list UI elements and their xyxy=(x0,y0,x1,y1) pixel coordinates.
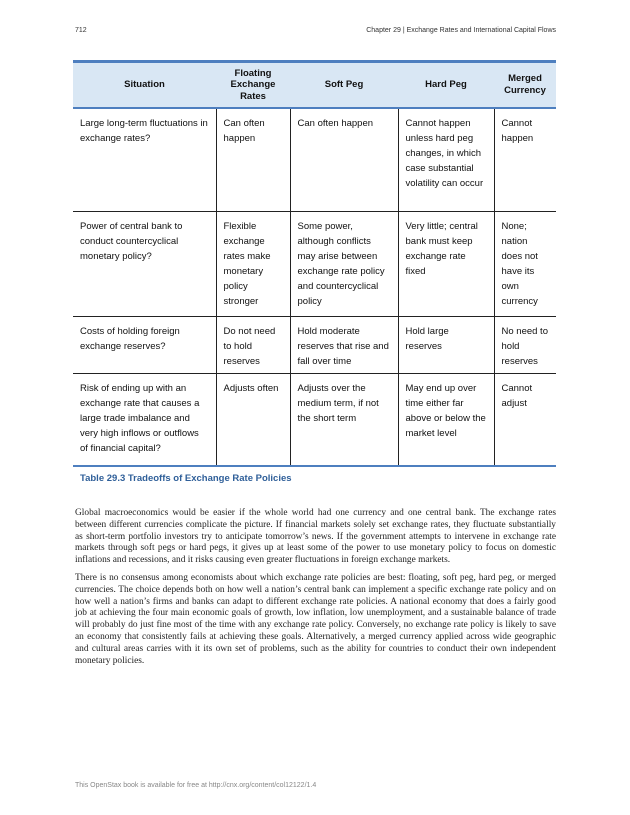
table-cell: Adjusts over the medium term, if not the short term xyxy=(290,374,398,466)
tradeoffs-table-container xyxy=(73,60,556,467)
table-cell: Costs of holding foreign exchange reserves? xyxy=(73,317,216,374)
table-row xyxy=(73,108,556,212)
table-cell: Very little; central bank must keep exchange rate fixed xyxy=(398,212,494,317)
body-paragraph: Global macroeconomics would be easier if the whole world had one currency and one central bank. The exchange rates between different currencies complicate the picture. If financial markets solely set exchange rates, they fluctuate substantially as short-term portfolio investors try to anticipate tomorrow’s news. If the government attempts to intervene in exchange rate markets through soft pegs or hard pegs, it gives up at least some of the power to use monetary policy to focus on domestic inflations and recessions, and it risks causing even greater fluctuations in foreign exchange markets. xyxy=(75,508,556,566)
table-cell: Hold moderate reserves that rise and fall over time xyxy=(290,317,398,374)
header-floating-exchange-rates: Floating Exchange Rates xyxy=(216,62,290,108)
table-header-row xyxy=(73,62,556,108)
table-cell: Cannot adjust xyxy=(494,374,556,466)
table-cell: None; nation does not have its own currency xyxy=(494,212,556,317)
table-cell: Cannot happen unless hard peg changes, in which case substantial volatility can occur xyxy=(398,108,494,212)
header-situation: Situation xyxy=(73,62,216,108)
chapter-title: Chapter 29 | Exchange Rates and International Capital Flows xyxy=(366,27,556,34)
header-soft-peg: Soft Peg xyxy=(290,62,398,108)
table-row xyxy=(73,317,556,374)
body-paragraph: There is no consensus among economists about which exchange rate policies are best: floating, soft peg, hard peg, or merged currencies. The choice depends both on how well a nation’s central bank can implement a specific exchange rate policy and on how well a nation’s firms and banks can adapt to different exchange rate policies. A national economy that does a fairly good job at achieving the four main economic goals of growth, low inflation, low unemployment, and a sustainable balance of trade will probably do just fine most of the time with any exchange rate policy. Conversely, no exchange rate policy is likely to save an economy that consistently fails at achieving these goals. Alternatively, a merged currency applied across wide geographic and cultural areas carries with it its own set of problems, such as the ability for countries to conduct their own independent monetary policies. xyxy=(75,572,556,666)
table-cell: Can often happen xyxy=(216,108,290,212)
header-merged-currency: Merged Currency xyxy=(494,62,556,108)
table-cell: Hold large reserves xyxy=(398,317,494,374)
table-cell: Do not need to hold reserves xyxy=(216,317,290,374)
table-cell: Can often happen xyxy=(290,108,398,212)
page-number: 712 xyxy=(75,27,87,34)
table-cell: May end up over time either far above or below the market level xyxy=(398,374,494,466)
table-cell: Cannot happen xyxy=(494,108,556,212)
table-cell: Risk of ending up with an exchange rate that causes a large trade imbalance and very high inflows or outflows of financial capital? xyxy=(73,374,216,466)
table-cell: Large long-term fluctuations in exchange rates? xyxy=(73,108,216,212)
header-hard-peg: Hard Peg xyxy=(398,62,494,108)
table-caption: Table 29.3 Tradeoffs of Exchange Rate Policies xyxy=(80,473,292,484)
table-row xyxy=(73,212,556,317)
body-text xyxy=(75,508,556,673)
table-cell: Adjusts often xyxy=(216,374,290,466)
table-cell: Power of central bank to conduct countercyclical monetary policy? xyxy=(73,212,216,317)
table-cell: Some power, although conflicts may arise between exchange rate policy and countercyclical policy xyxy=(290,212,398,317)
tradeoffs-table xyxy=(73,60,556,467)
table-cell: Flexible exchange rates make monetary policy stronger xyxy=(216,212,290,317)
table-row xyxy=(73,374,556,466)
footer-note: This OpenStax book is available for free at http://cnx.org/content/col12122/1.4 xyxy=(75,782,317,789)
table-cell: No need to hold reserves xyxy=(494,317,556,374)
